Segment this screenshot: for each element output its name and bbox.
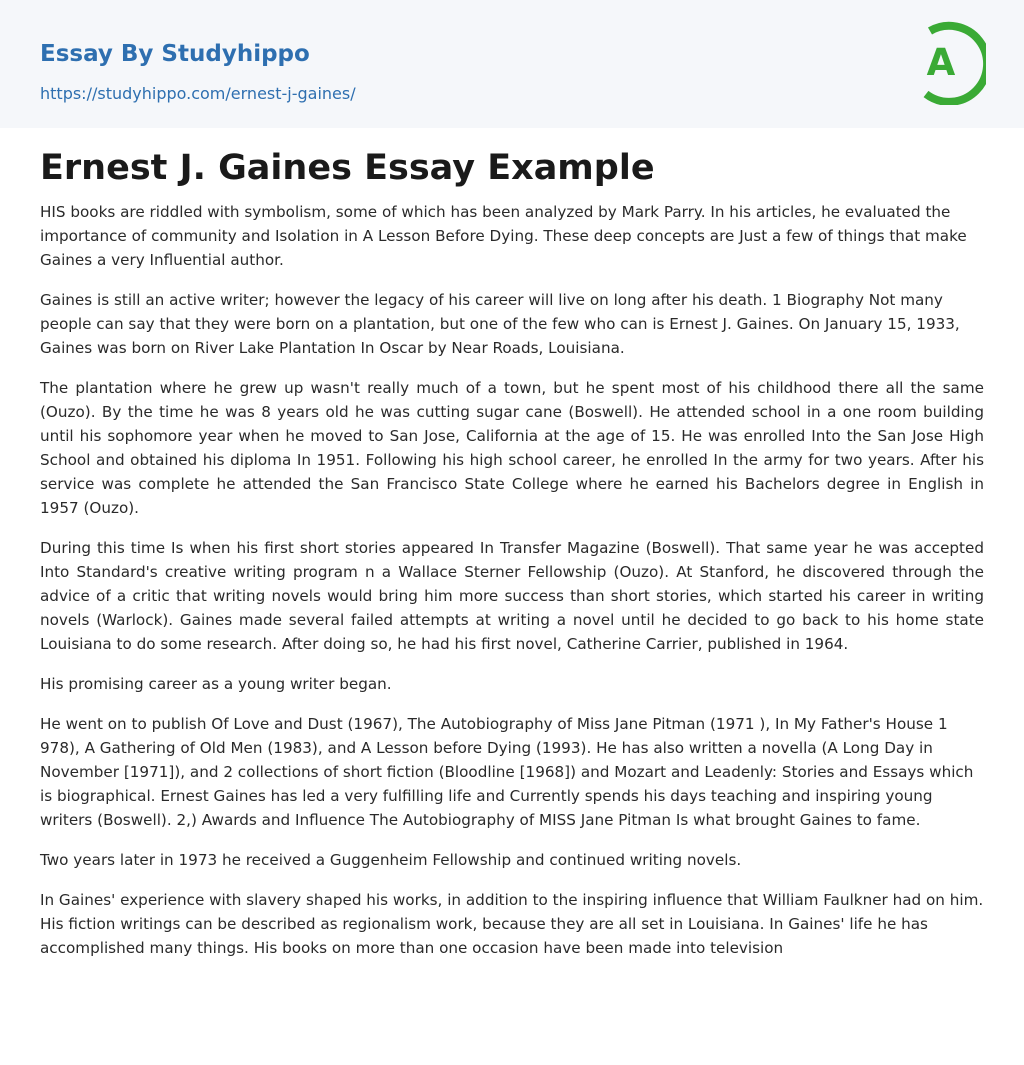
logo-letter: A <box>926 41 956 84</box>
article-paragraph: His promising career as a young writer began. <box>40 675 392 693</box>
article-paragraph: In Gaines' experience with slavery shaped his works, in addition to the inspiring influence that William Faulkner had on him. His fiction writings can be described as regionalism work, because they are all set in Louisiana. In Gaines' life he has accomplished many things. His books on more than one occasion have been made into television <box>40 891 984 957</box>
article-paragraph: HIS books are riddled with symbolism, some of which has been analyzed by Mark Parry. In his articles, he evaluated the importance of community and Isolation in A Lesson Before Dying. These deep concepts are Just a few of things that make Gaines a very Influential author. <box>40 203 967 269</box>
article-paragraph: Gaines is still an active writer; however the legacy of his career will live on long after his death. 1 Biography Not many people can say that they were born on a plantation, but one of the few who can is Ernest J. Gaines. On January 15, 1933, Gaines was born on River Lake Plantation In Oscar by Near Roads, Louisiana. <box>40 291 960 357</box>
article-paragraph: He went on to publish Of Love and Dust (1967), The Autobiography of Miss Jane Pitman (1971 ), In My Father's House 1 978), A Gathering of Old Men (1983), and A Lesson before Dying (1993). He has also written a novella (A Long Day in November [1971]), and 2 collections of short fiction (Bloodline [1968]) and Mozart and Leadenly: Stories and Essays which is biographical. Ernest Gaines has led a very fulfilling life and Currently spends his days teaching and inspiring young writers (Boswell). 2,) Awards and Influence The Autobiography of MISS Jane Pitman Is what brought Gaines to fame. <box>40 715 974 829</box>
article-paragraph: During this time Is when his first short stories appeared In Transfer Magazine (Boswell). That same year he was accepted Into Standard's creative writing program n a Wallace Sterner Fellowship (Ouzo). At Stanford, he discovered through the advice of a critic that writing novels would bring him more success than short stories, which started his career in writing novels (Warlock). Gaines made several failed attempts at writing a novel until he decided to go back to his home state Louisiana to do some research. After doing so, he had his first novel, Catherine Carrier, published in 1964. <box>40 539 984 653</box>
article-body <box>40 200 984 976</box>
studyhippo-logo-icon[interactable] <box>912 19 986 105</box>
site-title[interactable]: Essay By Studyhippo <box>40 41 310 67</box>
source-link[interactable]: https://studyhippo.com/ernest-j-gaines/ <box>40 84 356 103</box>
article-paragraph: Two years later in 1973 he received a Guggenheim Fellowship and continued writing novels. <box>40 851 742 869</box>
article-paragraph: The plantation where he grew up wasn't really much of a town, but he spent most of his childhood there all the same (Ouzo). By the time he was 8 years old he was cutting sugar cane (Boswell). He attended school in a one room building until his sophomore year when he moved to San Jose, California at the age of 15. He was enrolled Into the San Jose High School and obtained his diploma In 1951. Following his high school career, he enrolled In the army for two years. After his service was complete he attended the San Francisco State College where he earned his Bachelors degree in English in 1957 (Ouzo). <box>40 379 984 517</box>
page-title: Ernest J. Gaines Essay Example <box>40 148 655 188</box>
